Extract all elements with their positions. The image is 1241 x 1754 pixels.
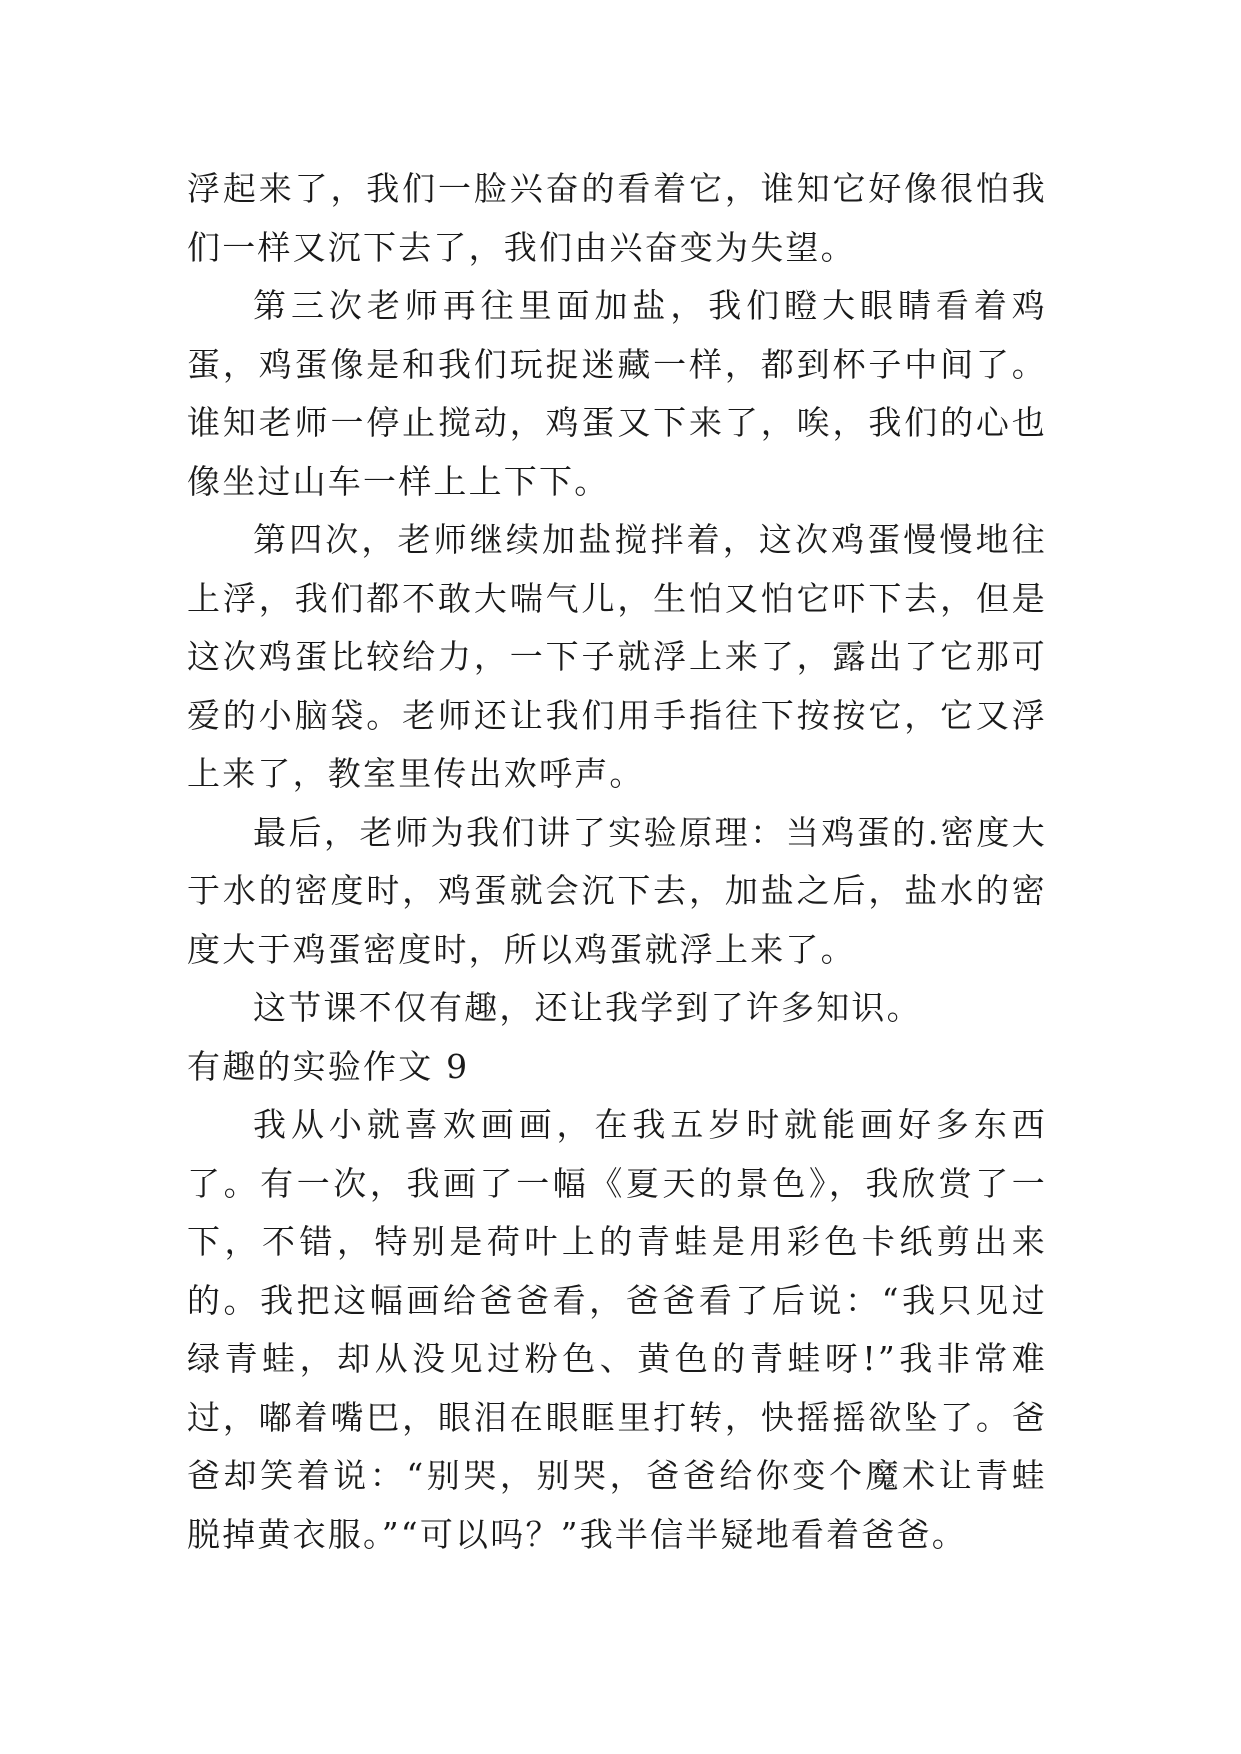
paragraph-principle: 最后，老师为我们讲了实验原理：当鸡蛋的.密度大于水的密度时，鸡蛋就会沉下去，加盐之后，盐水的密度大于鸡蛋密度时，所以鸡蛋就浮上来了。 xyxy=(187,812,1047,969)
paragraph-third-attempt: 第三次老师再往里面加盐，我们瞪大眼睛看着鸡蛋，鸡蛋像是和我们玩捉迷藏一样，都到杯子中间了。谁知老师一停止搅动，鸡蛋又下来了，唉，我们的心也像坐过山车一样上上下下。 xyxy=(187,286,1047,501)
paragraph-continuation: 浮起来了，我们一脸兴奋的看着它，谁知它好像很怕我们一样又沉下去了，我们由兴奋变为失望。 xyxy=(187,169,1047,267)
paragraph-drawing-story: 我从小就喜欢画画，在我五岁时就能画好多东西了。有一次，我画了一幅《夏天的景色》，我欣赏了一下，不错，特别是荷叶上的青蛙是用彩色卡纸剪出来的。我把这幅画给爸爸看，爸爸看了后说：“我只见过绿青蛙，却从没见过粉色、黄色的青蛙呀!”我非常难过，嘟着嘴巴，眼泪在眼眶里打转，快摇摇欲坠了。爸爸却笑着说：“别哭，别哭，爸爸给你变个魔术让青蛙脱掉黄衣服。”“可以吗？”我半信半疑地看着爸爸。 xyxy=(187,1105,1047,1554)
paragraph-conclusion: 这节课不仅有趣，还让我学到了许多知识。 xyxy=(253,988,922,1027)
paragraph-fourth-attempt: 第四次，老师继续加盐搅拌着，这次鸡蛋慢慢地往上浮，我们都不敢大喘气儿，生怕又怕它吓下去，但是这次鸡蛋比较给力，一下子就浮上来了，露出了它那可爱的小脑袋。老师还让我们用手指往下按按它，它又浮上来了，教室里传出欢呼声。 xyxy=(187,520,1047,793)
document-body xyxy=(187,160,1047,1564)
section-title: 有趣的实验作文 9 xyxy=(187,1046,470,1086)
